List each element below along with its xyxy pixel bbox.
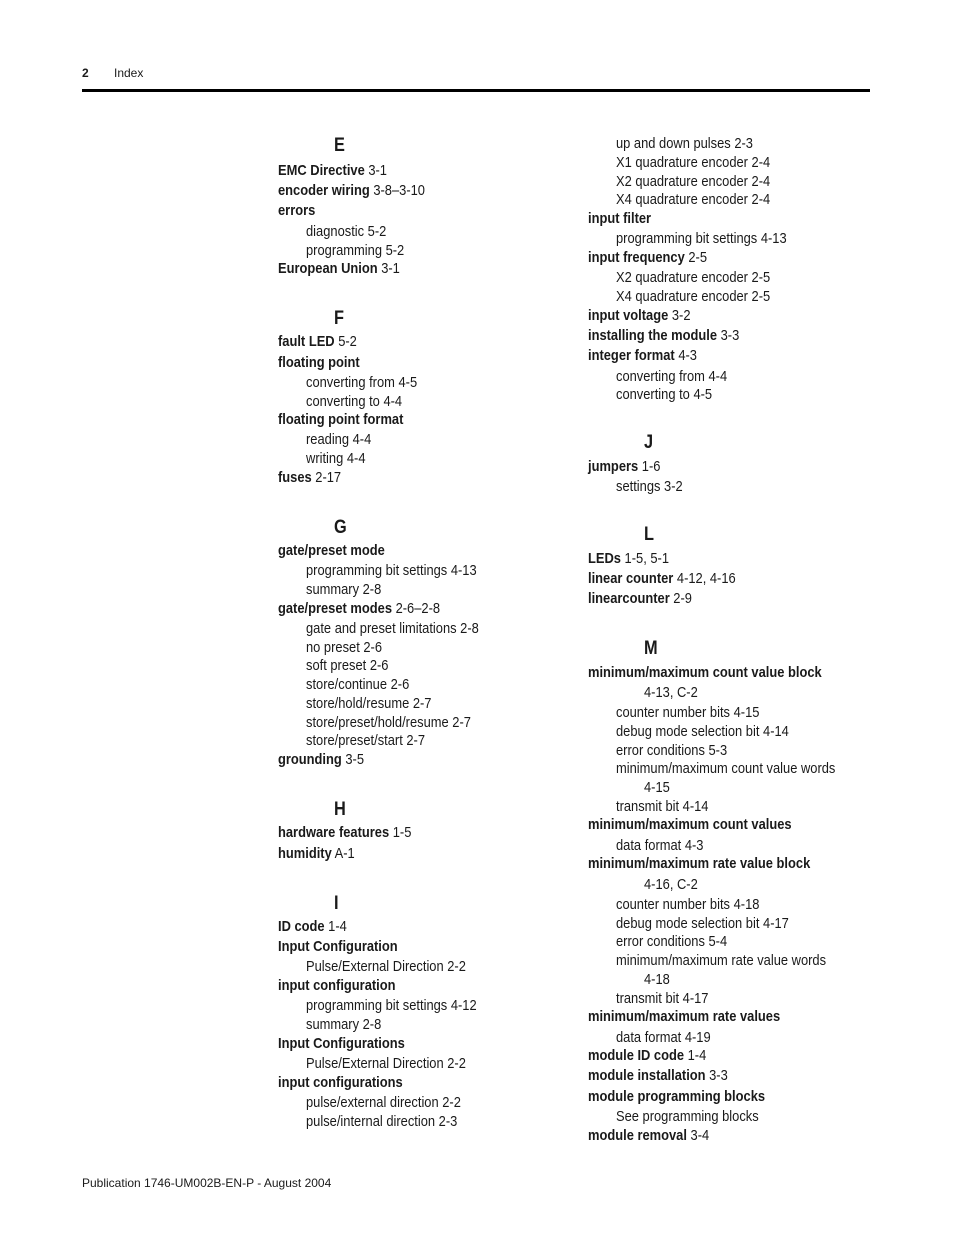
index-subentry: diagnostic 5-2 <box>306 223 387 240</box>
index-term: module removal <box>588 1127 687 1144</box>
index-subentry: converting to 4-4 <box>306 393 403 410</box>
index-entry <box>278 542 385 560</box>
index-entry <box>588 1008 780 1026</box>
index-subentry: pulse/external direction 2-2 <box>306 1094 461 1111</box>
index-subentry: counter number bits 4-18 <box>616 896 760 913</box>
index-term: gate/preset modes <box>278 600 392 617</box>
header-rule <box>82 89 870 92</box>
page-reference: 3-8–3-10 <box>369 182 425 199</box>
page-reference: 5-2 <box>334 333 357 350</box>
page-reference: 4-12, 4-16 <box>673 570 736 587</box>
index-entry <box>278 182 425 200</box>
section-letter: E <box>334 135 345 156</box>
index-entry <box>588 307 691 325</box>
index-term: gate/preset mode <box>278 542 385 559</box>
index-term: fault LED <box>278 333 335 350</box>
index-entry <box>278 354 360 372</box>
index-term: floating point format <box>278 411 404 428</box>
index-term: Input Configuration <box>278 938 398 955</box>
index-subentry: store/continue 2-6 <box>306 676 410 693</box>
page-reference: 2-5 <box>684 249 708 266</box>
index-entry <box>278 162 387 180</box>
index-entry <box>278 1074 403 1092</box>
section-letter: J <box>644 432 654 453</box>
index-subentry: programming 5-2 <box>306 242 405 259</box>
index-subentry: data format 4-3 <box>616 837 704 854</box>
index-entry <box>278 751 364 769</box>
page-reference: 3-1 <box>364 162 387 179</box>
index-term: input voltage <box>588 307 669 324</box>
index-entry <box>278 469 341 487</box>
page-reference: A-1 <box>331 845 355 862</box>
index-entry <box>588 327 739 345</box>
index-term: linearcounter <box>588 590 670 607</box>
index-subentry: store/preset/start 2-7 <box>306 732 426 749</box>
index-subentry: summary 2-8 <box>306 1016 382 1033</box>
index-entry <box>588 816 792 834</box>
index-subentry: transmit bit 4-17 <box>616 990 709 1007</box>
index-subentry: gate and preset limitations 2-8 <box>306 620 479 637</box>
page-reference: 3-5 <box>341 751 365 768</box>
index-subentry: soft preset 2-6 <box>306 657 389 674</box>
index-entry <box>588 1088 765 1106</box>
index-term: Input Configurations <box>278 1035 405 1052</box>
index-continuation: 4-13, C-2 <box>644 684 698 701</box>
index-subentry: programming bit settings 4-13 <box>306 562 477 579</box>
index-subentry: error conditions 5-3 <box>616 742 728 759</box>
index-subentry: converting from 4-4 <box>616 368 728 385</box>
index-entry <box>588 1127 709 1145</box>
page-reference: 4-3 <box>674 347 697 364</box>
index-subentry: See programming blocks <box>616 1108 759 1125</box>
index-term: jumpers <box>588 458 639 475</box>
index-entry <box>588 1047 706 1065</box>
index-subentry: X4 quadrature encoder 2-4 <box>616 191 771 208</box>
page-reference: 1-5 <box>389 824 412 841</box>
index-term: module installation <box>588 1067 706 1084</box>
page-reference: 3-1 <box>377 260 400 277</box>
index-subentry: debug mode selection bit 4-14 <box>616 723 789 740</box>
section-letter: F <box>334 308 344 329</box>
index-subentry: X1 quadrature encoder 2-4 <box>616 154 771 171</box>
index-entry <box>588 458 660 476</box>
index-term: minimum/maximum rate value block <box>588 855 811 872</box>
index-subentry: converting from 4-5 <box>306 374 418 391</box>
index-term: input frequency <box>588 249 685 266</box>
index-subentry: settings 3-2 <box>616 478 683 495</box>
index-term: ID code <box>278 918 325 935</box>
index-term: fuses <box>278 469 312 486</box>
index-entry <box>278 824 411 842</box>
page-reference: 1-6 <box>638 458 661 475</box>
index-term: LEDs <box>588 550 621 567</box>
index-entry <box>588 590 692 608</box>
page-reference: 3-3 <box>705 1067 728 1084</box>
index-entry <box>278 977 396 995</box>
index-entry <box>588 347 697 365</box>
page-reference: 3-4 <box>686 1127 710 1144</box>
index-subentry: minimum/maximum count value words <box>616 760 836 777</box>
page-reference: 3-3 <box>717 327 740 344</box>
index-subentry: no preset 2-6 <box>306 639 383 656</box>
index-term: minimum/maximum count value block <box>588 664 822 681</box>
page-reference: 1-4 <box>324 918 347 935</box>
index-term: integer format <box>588 347 675 364</box>
section-letter: L <box>644 524 654 545</box>
index-entry <box>588 855 810 873</box>
section-letter: H <box>334 799 346 820</box>
index-entry <box>278 600 440 618</box>
index-subentry: X2 quadrature encoder 2-4 <box>616 173 771 190</box>
index-term: EMC Directive <box>278 162 365 179</box>
index-entry <box>588 210 651 228</box>
index-entry <box>588 550 669 568</box>
page-reference: 1-5, 5-1 <box>620 550 670 567</box>
index-term: humidity <box>278 845 332 862</box>
index-subentry: counter number bits 4-15 <box>616 704 760 721</box>
page-reference: 2-9 <box>669 590 692 607</box>
index-subentry: reading 4-4 <box>306 431 372 448</box>
index-entry <box>588 1067 728 1085</box>
index-subentry: programming bit settings 4-13 <box>616 230 787 247</box>
index-subentry: minimum/maximum rate value words <box>616 952 827 969</box>
running-header-title: Index <box>114 66 144 80</box>
index-entry <box>278 411 403 429</box>
index-term: grounding <box>278 751 342 768</box>
index-subentry: transmit bit 4-14 <box>616 798 709 815</box>
index-continuation: 4-16, C-2 <box>644 876 698 893</box>
index-subentry: writing 4-4 <box>306 450 366 467</box>
index-entry <box>278 333 357 351</box>
index-entry <box>278 202 315 220</box>
index-subentry: X2 quadrature encoder 2-5 <box>616 269 771 286</box>
index-continuation: 4-15 <box>644 779 670 796</box>
index-term: installing the module <box>588 327 718 344</box>
index-continuation: 4-18 <box>644 971 670 988</box>
index-subentry: data format 4-19 <box>616 1029 711 1046</box>
index-subentry: error conditions 5-4 <box>616 933 728 950</box>
index-subentry: Pulse/External Direction 2-2 <box>306 958 466 975</box>
index-term: European Union <box>278 260 378 277</box>
index-subentry: store/hold/resume 2-7 <box>306 695 432 712</box>
page-reference: 1-4 <box>684 1047 707 1064</box>
page-reference: 3-2 <box>668 307 691 324</box>
index-term: module programming blocks <box>588 1088 766 1105</box>
index-term: input configuration <box>278 977 396 994</box>
index-entry <box>588 249 707 267</box>
section-letter: M <box>644 638 658 659</box>
section-letter: G <box>334 517 347 538</box>
index-subentry: programming bit settings 4-12 <box>306 997 477 1014</box>
index-subentry: X4 quadrature encoder 2-5 <box>616 288 771 305</box>
index-entry <box>278 260 400 278</box>
index-entry <box>278 918 347 936</box>
index-term: module ID code <box>588 1047 685 1064</box>
index-term: input configurations <box>278 1074 403 1091</box>
index-term: input filter <box>588 210 652 227</box>
index-entry <box>278 1035 405 1053</box>
index-subentry: Pulse/External Direction 2-2 <box>306 1055 466 1072</box>
page-reference: 2-6–2-8 <box>391 600 441 617</box>
index-subentry: summary 2-8 <box>306 581 382 598</box>
footer-publication: Publication 1746-UM002B-EN-P - August 2004 <box>82 1176 332 1190</box>
index-term: minimum/maximum rate values <box>588 1008 781 1025</box>
index-term: floating point <box>278 354 360 371</box>
index-subentry: pulse/internal direction 2-3 <box>306 1113 458 1130</box>
index-term: linear counter <box>588 570 674 587</box>
index-term: encoder wiring <box>278 182 370 199</box>
index-subentry: up and down pulses 2-3 <box>616 135 753 152</box>
index-subentry: converting to 4-5 <box>616 386 713 403</box>
index-term: hardware features <box>278 824 390 841</box>
page-reference: 2-17 <box>311 469 342 486</box>
index-entry <box>588 570 736 588</box>
index-term: errors <box>278 202 316 219</box>
page-number: 2 <box>82 66 89 80</box>
index-entry <box>278 845 355 863</box>
index-subentry: store/preset/hold/resume 2-7 <box>306 714 471 731</box>
index-entry <box>588 664 822 682</box>
index-term: minimum/maximum count values <box>588 816 792 833</box>
index-subentry: debug mode selection bit 4-17 <box>616 915 789 932</box>
index-entry <box>278 938 398 956</box>
section-letter: I <box>334 893 339 914</box>
